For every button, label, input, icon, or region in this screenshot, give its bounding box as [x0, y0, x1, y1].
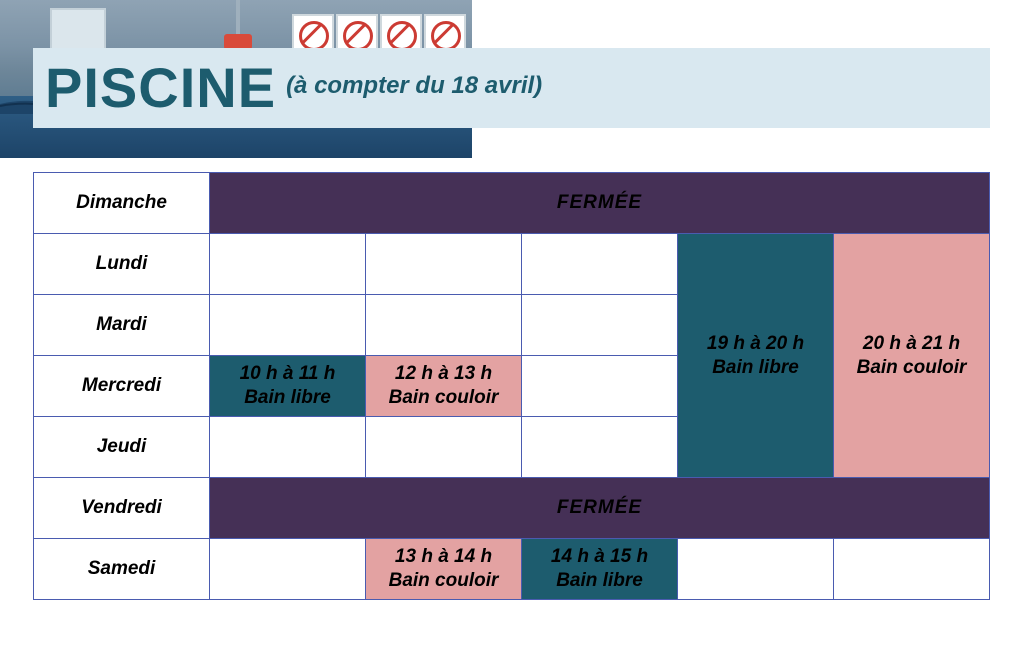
- empty-cell: [210, 234, 366, 295]
- day-label-jeudi: Jeudi: [34, 417, 210, 478]
- evening-teal-cell: [678, 234, 834, 478]
- empty-cell: [522, 295, 678, 356]
- day-label-mardi: Mardi: [34, 295, 210, 356]
- empty-cell: [834, 539, 990, 600]
- mercredi-slot1-cell: [210, 356, 366, 417]
- day-label-vendredi: Vendredi: [34, 478, 210, 539]
- samedi-slot1-cell: [366, 539, 522, 600]
- empty-cell: [210, 295, 366, 356]
- empty-cell: [522, 417, 678, 478]
- closed-cell-dimanche: FERMÉE: [210, 173, 990, 234]
- empty-cell: [366, 417, 522, 478]
- mercredi-slot2-cell: [366, 356, 522, 417]
- empty-cell: [210, 539, 366, 600]
- empty-cell: [210, 417, 366, 478]
- table-row: [34, 234, 990, 295]
- mercredi-slot1-time: 10 h à 11 h: [239, 363, 336, 385]
- empty-cell: [522, 356, 678, 417]
- table-row: [34, 539, 990, 600]
- table-row: [34, 478, 990, 539]
- title-band: [33, 48, 990, 128]
- evening-pink-cell: [834, 234, 990, 478]
- day-label-lundi: Lundi: [34, 234, 210, 295]
- mercredi-slot2-type: Bain couloir: [388, 387, 499, 408]
- evening-pink-time: 20 h à 21 h: [862, 332, 961, 354]
- evening-pink-type: Bain couloir: [856, 356, 967, 378]
- day-label-dimanche: Dimanche: [34, 173, 210, 234]
- samedi-slot2-cell: [522, 539, 678, 600]
- empty-cell: [678, 539, 834, 600]
- closed-cell-vendredi: FERMÉE: [210, 478, 990, 539]
- empty-cell: [366, 234, 522, 295]
- samedi-slot2-type: Bain libre: [556, 570, 643, 591]
- samedi-slot1-type: Bain couloir: [388, 570, 499, 591]
- day-label-mercredi: Mercredi: [34, 356, 210, 417]
- page-title: PISCINE: [45, 56, 277, 119]
- mercredi-slot1-type: Bain libre: [244, 387, 331, 408]
- table-row: [34, 173, 990, 234]
- mercredi-slot2-time: 12 h à 13 h: [394, 363, 493, 385]
- evening-teal-time: 19 h à 20 h: [706, 332, 805, 354]
- samedi-slot2-time: 14 h à 15 h: [550, 546, 649, 568]
- evening-teal-type: Bain libre: [712, 356, 799, 378]
- day-label-samedi: Samedi: [34, 539, 210, 600]
- samedi-slot1-time: 13 h à 14 h: [394, 546, 493, 568]
- page-subtitle: (à compter du 18 avril): [286, 72, 543, 99]
- empty-cell: [522, 234, 678, 295]
- header-area: [0, 0, 990, 160]
- schedule-table: [33, 172, 990, 600]
- empty-cell: [366, 295, 522, 356]
